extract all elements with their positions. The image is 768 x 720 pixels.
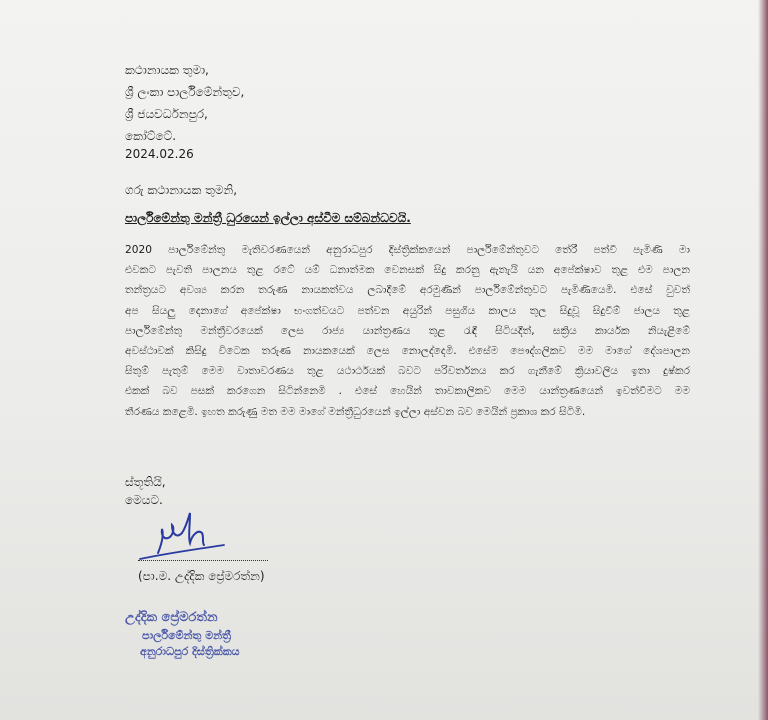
recipient-line-1: කථානායක තුමා, [125, 63, 209, 77]
body-line: අප සියලු දෙනාගේ අපේක්ෂා භංගත්වයට පත්වන අයුරින් පසුගිය කාලය තුල සිදුවූ සිදුවීම් ජාලය තුළ [125, 304, 690, 317]
body-line: එවකට පැවති පාලනය තුළ රටේ යම් ධනාත්මක වෙනසක් සිදු කරනු ඇතැයි යන අපේක්ෂාව තුළ එම පාලන [125, 264, 690, 277]
recipient-line-3: ශ්‍රී ජයවර්ධනපුර, [125, 107, 208, 121]
body-line: පාර්ලිමේන්තු මන්ත්‍රීවරයෙක් ලෙස රාජ්‍ය යාන්ත්‍රණය තුළ රැඳී සිටියදීත්, සක්‍රිය කාර්යක නියැළීමේ [125, 324, 690, 337]
closing-yours: මෙයට. [125, 493, 163, 507]
stamp-title: පාර්ලිමේන්තු මන්ත්‍රී [142, 629, 231, 642]
recipient-line-4: කෝට්ටේ. [125, 129, 177, 143]
salutation: ගරු කථානායක තුමනි, [125, 183, 238, 197]
page-edge [758, 0, 768, 720]
stamp-name: උද්දික ප්‍රේමරත්න [125, 610, 218, 625]
stamp-district: අනුරාධපුර දිස්ත්‍රික්කය [140, 645, 240, 658]
body-line: එකක් බව පසක් කරගෙන සිටින්නෙමි . එසේ හෙයින් තාවකාලිකව මෙම යාන්ත්‍රණයෙන් ඉවත්වීමට මම [125, 385, 690, 398]
signatory-name: (පා.ම. උද්දික ප්‍රේමරත්න) [138, 569, 265, 583]
body-line: සිතුම් පැතුම් මෙම වාතාවරණය තුළ යථාර්ථයක් බවට පරිවර්තනය කර ගැනීමේ ක්‍රියාවලිය ඉතා දුෂ්කර [125, 365, 690, 378]
body-line: තීරණය කළෙමි. ඉහත කරුණු මත මම මාගේ මන්ත්‍රීධුරයෙන් ඉල්ලා අස්වන බව මෙයින් ප්‍රකාශ කර සිටිමි. [125, 405, 586, 418]
letter-subject: පාර්ලිමේන්තු මන්ත්‍රී ධුරයෙන් ඉල්ලා අස්වීම සම්බන්ධවයි. [125, 211, 411, 225]
handwritten-signature [128, 505, 238, 565]
body-line: අවස්ථාවක් කිසිදු විටෙක තරුණ නායකයෙක් ලෙස නොලද්දෙමි. එසේම පෞද්ගලිකව මම මාගේ දේශපාලන [125, 345, 690, 358]
signature-dotted-line [138, 560, 268, 561]
recipient-line-2: ශ්‍රී ලංකා පාර්ලිමේන්තුව, [125, 85, 245, 99]
closing-thanks: ස්තූතියි, [125, 475, 166, 489]
letter-date: 2024.02.26 [125, 147, 194, 161]
body-line: තන්ත්‍රයට අවශ්‍ය කරන තරුණ නායකත්වය ලබාදීමේ අරමුණින් පාර්ලිමේන්තුවට පැමිණියෙමි. එසේ වුවත් [125, 284, 690, 297]
letter-body [125, 240, 690, 422]
body-line: 2020 පාර්ලිමේන්තු මැතිවරණයෙන් අනුරාධපුර දිස්ත්‍රික්කයෙන් පාර්ලිමේන්තුවට තේරී පත්වී පැමිණි මා [125, 244, 690, 256]
